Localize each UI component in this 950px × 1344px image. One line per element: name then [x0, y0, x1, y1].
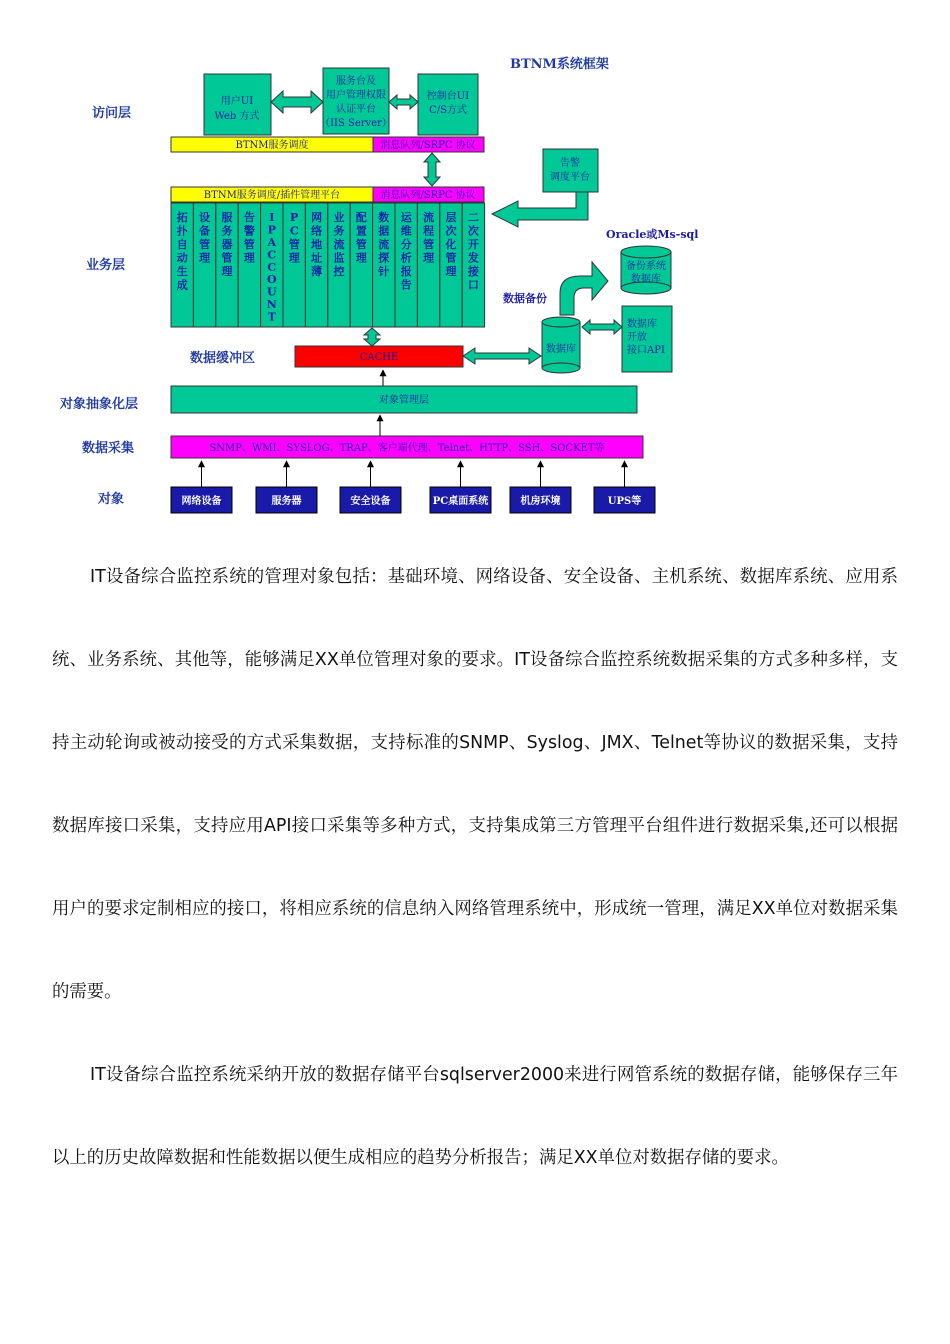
service-dispatch-label: BTNM服务调度: [235, 140, 309, 151]
message-queue-top-label: 消息队列/SRPC 协议: [380, 140, 476, 151]
module-column: [283, 203, 305, 327]
business-module-columns: [171, 203, 485, 327]
user-ui-line-2: Web 方式: [214, 111, 260, 122]
module-column-label: 拓扑自动生成: [176, 211, 188, 292]
layer-label-business: 业务层: [86, 258, 126, 273]
layer-label-access: 访问层: [92, 106, 132, 121]
module-column-label: 网络地址薄: [311, 211, 323, 278]
module-column-label: 配置管理: [355, 211, 367, 265]
plugin-platform-label: BTNM服务调度/插件管理平台: [203, 190, 341, 201]
layer-label-abstraction: 对象抽象化层: [60, 397, 139, 412]
db-api-line-3: 接口API: [627, 345, 665, 356]
object-box: [256, 461, 317, 513]
body-paragraph-1: IT设备综合监控系统的管理对象包括：基础环境、网络设备、安全设备、主机系统、数据库系统、应用系统、业务系统、其他等，能够满足XX单位管理对象的要求。IT设备综合监控系统数据采集的方式多种多样，支持主动轮询或被动接受的方式采集数据，支持标准的SNMP、Syslog、JMX、Telnet等协议的数据采集，支持数据库接口采集，支持应用API接口采集等多种方式，支持集成第三方管理平台组件进行数据采集,还可以根据用户的要求定制相应的接口，将相应系统的信息纳入网络管理系统中，形成统一管理，满足XX单位对数据采集的需要。: [52, 567, 898, 1002]
double-arrow-business-cache: [364, 328, 380, 346]
module-column-label: 流程管理: [423, 211, 435, 265]
module-column: [216, 203, 238, 327]
object-boxes: [171, 461, 655, 513]
service-platform-line-2: 用户管理权限: [326, 90, 386, 101]
module-column-label: I P A C C O U N T: [266, 211, 277, 324]
protocol-label: SNMP、WMI、SYSLOG、TRAP、客户端代理、Telnet、HTTP、SSH、SOCKET等: [209, 443, 605, 454]
module-column-label: 层次化管理: [445, 211, 457, 278]
database-label: 数据库: [546, 344, 576, 355]
module-column: [395, 203, 417, 327]
module-column-label: P C 管理: [288, 211, 300, 265]
user-ui-line-1: 用户UI: [220, 96, 254, 107]
service-platform-line-1: 服务台及: [336, 76, 376, 87]
module-column: [238, 203, 260, 327]
object-mgmt-label: 对象管理层: [379, 395, 429, 406]
double-arrow-db-api: [582, 320, 622, 334]
object-box: [171, 461, 232, 513]
double-arrow-user-service: [271, 91, 323, 113]
object-box-label: 机房环境: [520, 496, 561, 507]
alarm-platform-box: [543, 149, 598, 192]
module-column: [328, 203, 350, 327]
backup-label: 数据备份: [503, 292, 547, 305]
module-column: [350, 203, 372, 327]
db-api-line-1: 数据库: [627, 319, 657, 330]
db-api-line-2: 开放: [627, 332, 647, 343]
double-arrow-cache-database: [463, 348, 541, 364]
object-box-label: 网络设备: [181, 496, 222, 507]
module-column: [417, 203, 439, 327]
module-column-label: 设备管理: [199, 211, 211, 265]
module-column-label: 运维分析报告: [400, 211, 412, 292]
alarm-platform-line-1: 告警: [560, 158, 580, 169]
diagram-title: BTNM系统框架: [510, 57, 609, 72]
layer-label-buffer: 数据缓冲区: [190, 351, 256, 366]
module-column: [373, 203, 395, 327]
object-box: [430, 461, 491, 513]
module-column-label: 告警管理: [243, 211, 255, 265]
layer-label-objects: 对象: [98, 492, 125, 507]
arrow-backup-curve: [560, 262, 608, 315]
module-column: [440, 203, 462, 327]
object-box: [340, 461, 401, 513]
object-box-label: 安全设备: [350, 496, 391, 507]
object-box: [594, 461, 655, 513]
btnm-architecture-diagram: [0, 0, 950, 540]
object-box-label: PC桌面系统: [432, 496, 489, 507]
oracle-label: Oracle或Ms-sql: [606, 228, 699, 241]
module-column-label: 服务器管理: [221, 211, 233, 278]
message-queue-mid-label: 消息队列/SRPC 协议: [380, 190, 476, 201]
module-column-label: 数据流探针: [378, 211, 390, 278]
module-column: [462, 203, 484, 327]
service-platform-line-4: （IIS Server）: [320, 118, 392, 129]
arrow-alarm-to-business: [492, 192, 588, 227]
alarm-platform-line-2: 调度平台: [550, 172, 590, 183]
module-column-label: 二次开发接口: [467, 211, 479, 292]
double-arrow-service-console: [389, 95, 418, 109]
cache-label: CACHE: [359, 352, 399, 363]
backup-db-line-2: 数据库: [631, 274, 661, 285]
object-box-label: 服务器: [271, 496, 302, 507]
module-column: [261, 203, 283, 327]
body-paragraph-2: IT设备综合监控系统采纳开放的数据存储平台sqlserver2000来进行网管系统的数据存储，能够保存三年以上的历史故障数据和性能数据以便生成相应的趋势分析报告；满足XX单位对数据存储的要求。: [52, 1065, 898, 1168]
module-column: [193, 203, 215, 327]
console-ui-line-1: 控制台UI: [426, 91, 470, 102]
double-arrow-queue-vertical: [424, 153, 440, 186]
object-box: [510, 461, 571, 513]
module-column: [305, 203, 327, 327]
console-ui-line-2: C/S方式: [429, 105, 467, 116]
service-platform-line-3: 认证平台: [336, 104, 376, 115]
module-column-label: 业务流监控: [333, 211, 345, 278]
module-column: [171, 203, 193, 327]
layer-label-collection: 数据采集: [82, 441, 135, 456]
backup-db-line-1: 备份系统: [626, 261, 666, 272]
object-box-label: UPS等: [607, 496, 642, 507]
